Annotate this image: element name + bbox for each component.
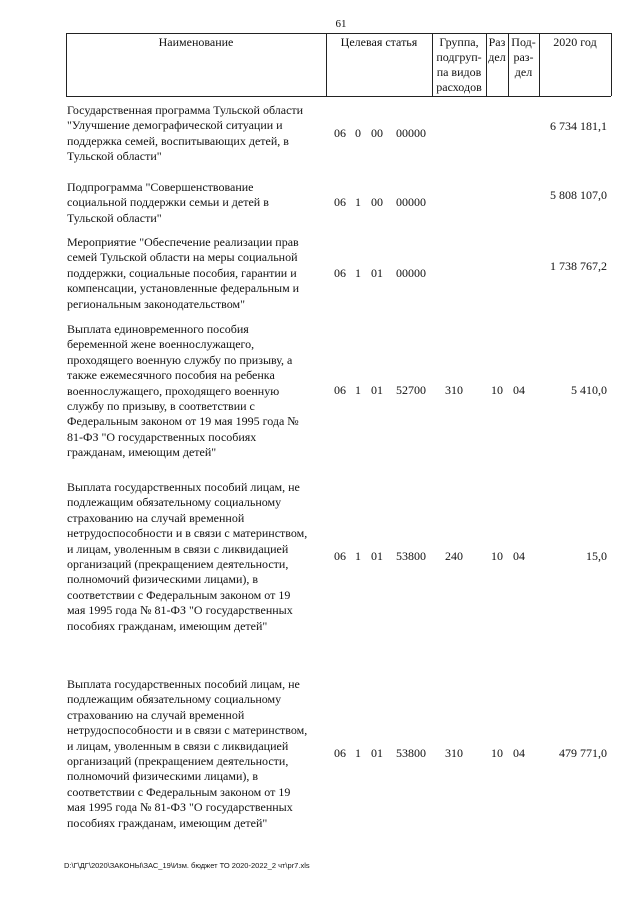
row-name — [67, 480, 329, 634]
cell-c3: 01 — [371, 383, 383, 398]
cell-c1: 06 — [334, 125, 346, 140]
cell-c3: 01 — [371, 746, 383, 760]
header-target-article: Целевая статья — [340, 35, 418, 49]
cell-c1: 06 — [334, 383, 346, 398]
header-subsection — [508, 35, 539, 80]
cell-subsection: 04 — [513, 746, 525, 760]
cell-c2: 1 — [355, 195, 361, 210]
row-name-line: Государственная программа Тульской области — [67, 103, 304, 117]
row-name-line: региональным законодательством" — [67, 296, 245, 311]
row-name-line: нетрудоспособности и в связи с материнством, — [67, 526, 308, 541]
header-group-line: па видов — [436, 65, 482, 79]
row-name-line: Выплата государственных пособий лицам, не — [67, 480, 300, 494]
cell-section: 10 — [491, 746, 503, 760]
header-subsection-line: раз- — [513, 50, 534, 64]
cell-c2: 1 — [355, 549, 361, 563]
row-name-line: Федеральным законом от 19 мая 1995 года № — [67, 414, 299, 429]
header-section-line: дел — [488, 50, 506, 64]
cell-c1: 06 — [334, 549, 346, 563]
cell-c1: 06 — [334, 195, 346, 210]
row-name-line: также ежемесячного пособия на ребенка — [67, 368, 275, 383]
row-name-line: Мероприятие "Обеспечение реализации прав — [67, 235, 299, 249]
header-year: 2020 год — [553, 35, 597, 49]
cell-amount: 6 734 181,1 — [550, 118, 607, 133]
row-name-line: Тульской области" — [67, 210, 162, 225]
cell-section: 10 — [491, 383, 503, 398]
cell-c3: 00 — [371, 195, 383, 210]
row-name-line: мая 1995 года № 81-ФЗ "О государственных — [67, 800, 293, 815]
cell-c2: 0 — [355, 125, 361, 140]
row-name-line: полномочий физическими лицами), в — [67, 769, 259, 784]
row-name-line: социальной поддержки семьи и детей в — [67, 195, 269, 210]
cell-section: 10 — [491, 549, 503, 563]
cell-subsection: 04 — [513, 383, 525, 398]
file-path-footer: D:\Г\ДГ\2020\ЗАКОНЫ\ЗАС_19\Изм. бюджет ТО 2020-2022_2 чт\pr7.xls — [64, 861, 310, 870]
cell-amount: 479 771,0 — [559, 746, 607, 760]
header-group — [432, 35, 486, 95]
header-group-line: расходов — [436, 80, 482, 94]
row-name-line: пособиях гражданам, имеющим детей" — [67, 618, 268, 633]
cell-c1: 06 — [334, 265, 346, 280]
row-name-line: семей Тульской области на меры социальной — [67, 250, 298, 265]
cell-c4: 52700 — [396, 383, 426, 398]
row-name-line: службу по призыву, в соответствии с — [67, 399, 255, 414]
cell-subsection: 04 — [513, 549, 525, 563]
row-name-line: страхованию на случай временной — [67, 510, 245, 525]
cell-c4: 00000 — [396, 195, 426, 210]
row-name-line: соответствии с Федеральным законом от 19 — [67, 784, 291, 799]
cell-amount: 5 808 107,0 — [550, 188, 607, 203]
cell-group: 240 — [445, 549, 463, 563]
cell-c2: 1 — [355, 383, 361, 398]
cell-c2: 1 — [355, 265, 361, 280]
row-name — [67, 235, 329, 312]
header-subsection-line: Под- — [511, 35, 536, 49]
cell-c2: 1 — [355, 746, 361, 760]
row-name-line: военнослужащего, проходящего военную — [67, 383, 280, 398]
row-name — [67, 180, 329, 226]
cell-c3: 01 — [371, 265, 383, 280]
cell-amount: 1 738 767,2 — [550, 258, 607, 273]
cell-c4: 00000 — [396, 125, 426, 140]
row-name-line: организаций (прекращением деятельности, — [67, 557, 289, 572]
header-group-line: подгруп- — [436, 50, 482, 64]
row-name-line: и лицам, уволенным в связи с ликвидацией — [67, 738, 289, 753]
header-section-line: Раз — [488, 35, 506, 49]
row-name-line: проходящего военную службу по призыву, а — [67, 352, 293, 367]
row-name-line: Выплата единовременного пособия — [67, 322, 249, 336]
row-name-line: Подпрограмма "Совершенствование — [67, 180, 254, 194]
row-name-line: Тульской области" — [67, 149, 162, 164]
row-name-line: мая 1995 года № 81-ФЗ "О государственных — [67, 603, 293, 618]
cell-group: 310 — [445, 383, 463, 398]
row-name-line: компенсации, установленные федеральным и — [67, 281, 300, 296]
cell-amount: 5 410,0 — [571, 383, 607, 398]
row-name-line: Выплата государственных пособий лицам, не — [67, 677, 300, 691]
row-name-line: беременной жене военнослужащего, — [67, 337, 255, 352]
cell-c1: 06 — [334, 746, 346, 760]
row-name-line: подлежащим обязательному социальному — [67, 495, 282, 510]
row-name-line: 81-ФЗ "О государственных пособиях — [67, 429, 257, 444]
header-subsection-line: дел — [514, 65, 533, 79]
row-name-line: нетрудоспособности и в связи с материнством, — [67, 723, 308, 738]
row-name — [67, 322, 329, 461]
header-group-line: Группа, — [439, 35, 479, 49]
header-name: Наименование — [158, 35, 234, 49]
cell-c4: 53800 — [396, 746, 426, 760]
row-name-line: гражданам, имеющим детей" — [67, 445, 217, 460]
row-name-line: "Улучшение демографической ситуации и — [67, 118, 283, 133]
cell-c4: 53800 — [396, 549, 426, 563]
row-name-line: пособиях гражданам, имеющим детей" — [67, 815, 268, 830]
row-name-line: страхованию на случай временной — [67, 707, 245, 722]
cell-c3: 01 — [371, 549, 383, 563]
row-name-line: полномочий физическими лицами), в — [67, 572, 259, 587]
row-name — [67, 677, 329, 831]
row-name — [67, 103, 329, 165]
cell-amount: 15,0 — [586, 549, 607, 563]
header-section — [486, 35, 508, 65]
cell-c3: 00 — [371, 125, 383, 140]
row-name-line: соответствии с Федеральным законом от 19 — [67, 587, 291, 602]
page-number: 61 — [335, 18, 347, 30]
row-name-line: поддержка семей, воспитывающих детей, в — [67, 133, 289, 148]
row-name-line: поддержки, социальные пособия, гарантии и — [67, 265, 297, 280]
row-name-line: организаций (прекращением деятельности, — [67, 754, 289, 769]
row-name-line: подлежащим обязательному социальному — [67, 692, 282, 707]
cell-c4: 00000 — [396, 265, 426, 280]
row-name-line: и лицам, уволенным в связи с ликвидацией — [67, 541, 289, 556]
cell-group: 310 — [445, 746, 463, 760]
